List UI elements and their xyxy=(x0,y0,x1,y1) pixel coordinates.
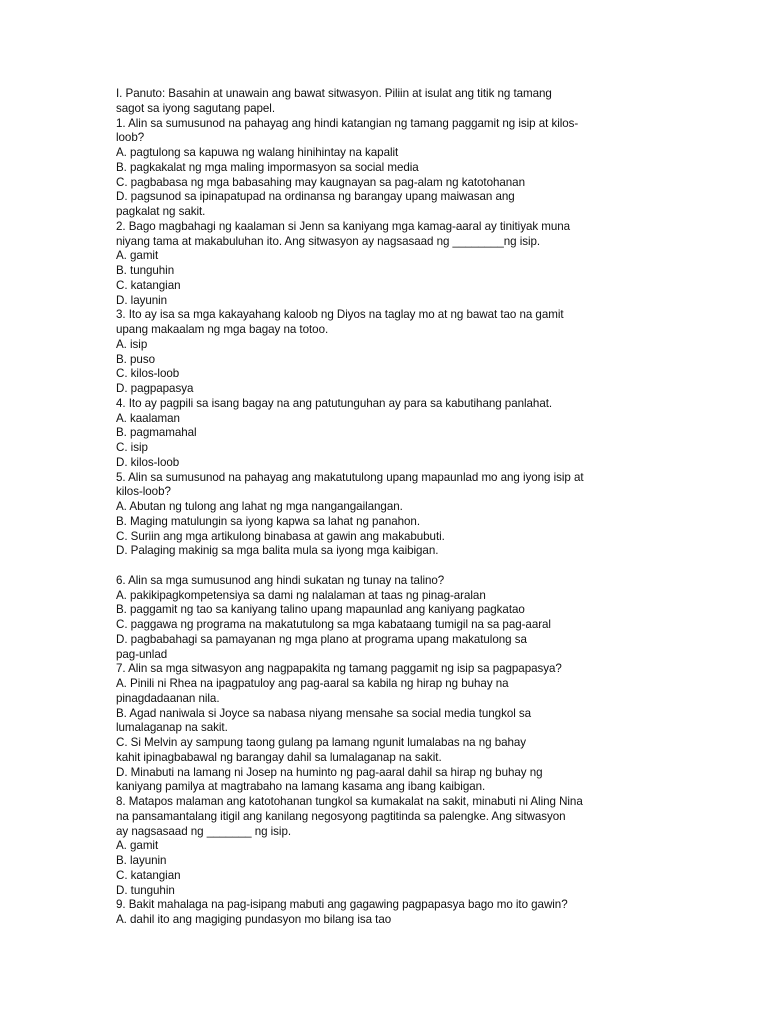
blank-line xyxy=(116,559,636,574)
text-line: D. tunguhin xyxy=(116,883,175,897)
text-line: lumalaganap na sakit. xyxy=(116,721,228,735)
text-line: C. pagbabasa ng mga babasahing may kaugnayan sa pag-alam ng katotohanan xyxy=(116,175,525,189)
text-line: B. Agad naniwala si Joyce sa nabasa niyang mensahe sa social media tungkol sa xyxy=(116,706,532,720)
text-line: A. gamit xyxy=(116,839,159,853)
text-line: 1. Alin sa sumusunod na pahayag ang hindi katangian ng tamang paggamit ng isip at kilos- xyxy=(116,116,579,130)
text-line: 2. Bago magbahagi ng kaalaman si Jenn sa kaniyang mga kamag-aaral ay tinitiyak muna xyxy=(116,219,571,233)
document-body xyxy=(116,87,636,928)
text-line: A. Abutan ng tulong ang lahat ng mga nangangailangan. xyxy=(116,500,403,513)
text-line: na pansamantalang itigil ang kanilang negosyong pagtitinda sa palengke. Ang sitwasyon xyxy=(116,809,566,823)
text-line: upang makaalam ng mga bagay na totoo. xyxy=(116,323,329,336)
text-line: kaniyang pamilya at magtrabaho na lamang kasama ang ibang kaibigan. xyxy=(116,780,486,794)
text-line: D. Minabuti na lamang ni Josep na huminto ng pag-aaral dahil sa hirap ng buhay ng xyxy=(116,765,543,779)
text-line: pagkalat ng sakit. xyxy=(116,205,206,218)
text-line: 8. Matapos malaman ang katotohanan tungkol sa kumakalat na sakit, minabuti ni Aling Nina xyxy=(116,795,583,808)
text-line: C. kilos-loob xyxy=(116,367,180,381)
text-line: D. Palaging makinig sa mga balita mula sa iyong mga kaibigan. xyxy=(116,544,439,558)
text-line: D. kilos-loob xyxy=(116,455,180,469)
text-line: C. Si Melvin ay sampung taong gulang pa lamang ngunit lumalabas na ng bahay xyxy=(116,736,527,749)
text-line: C. Suriin ang mga artikulong binabasa at gawin ang makabubuti. xyxy=(116,529,445,543)
text-line: 4. Ito ay pagpili sa isang bagay na ang patutunguhan ay para sa kabutihang panlahat. xyxy=(116,396,553,410)
text-line: B. layunin xyxy=(116,854,167,867)
text-line: D. layunin xyxy=(116,293,168,307)
text-line: niyang tama at makabuluhan ito. Ang sitwasyon ay nagsasaad ng ________ng isip. xyxy=(116,234,541,248)
text-line: loob? xyxy=(116,131,145,145)
text-line: I. Panuto: Basahin at unawain ang bawat sitwasyon. Piliin at isulat ang titik ng tamang xyxy=(116,87,552,100)
text-line: D. pagbabahagi sa pamayanan ng mga plano at programa upang makatulong sa xyxy=(116,632,527,646)
text-line: C. paggawa ng programa na makatutulong sa mga kabataang tumigil na sa pag-aaral xyxy=(116,618,551,631)
text-line: B. Maging matulungin sa iyong kapwa sa lahat ng panahon. xyxy=(116,514,420,528)
text-line: sagot sa iyong sagutang papel. xyxy=(116,101,276,115)
text-line: 9. Bakit mahalaga na pag-isipang mabuti ang gagawing pagpapasya bago mo ito gawin? xyxy=(116,898,568,912)
text-line: A. dahil ito ang magiging pundasyon mo bilang isa tao xyxy=(116,913,392,926)
text-line: 5. Alin sa sumusunod na pahayag ang makatutulong upang mapaunlad mo ang iyong isip at xyxy=(116,470,584,484)
text-line: B. puso xyxy=(116,352,155,366)
text-line: D. pagsunod sa ipinapatupad na ordinansa ng barangay upang maiwasan ang xyxy=(116,190,515,204)
text-line: pinagdadaanan nila. xyxy=(116,691,220,705)
text-line: kilos-loob? xyxy=(116,485,171,499)
text-line: pag-unlad xyxy=(116,647,168,661)
text-line: 3. Ito ay isa sa mga kakayahang kaloob ng Diyos na taglay mo at ng bawat tao na gamit xyxy=(116,308,564,322)
text-line: A. Pinili ni Rhea na ipagpatuloy ang pag-aaral sa kabila ng hirap ng buhay na xyxy=(116,677,509,690)
text-line: 6. Alin sa mga sumusunod ang hindi sukatan ng tunay na talino? xyxy=(116,573,445,587)
text-line: ay nagsasaad ng _______ ng isip. xyxy=(116,824,292,838)
text-line: kahit ipinagbabawal ng barangay dahil sa lumalaganap na sakit. xyxy=(116,750,442,764)
text-line: B. pagkakalat ng mga maling impormasyon sa social media xyxy=(116,160,419,174)
text-line: C. katangian xyxy=(116,868,181,882)
text-line: A. pagtulong sa kapuwa ng walang hinihintay na kapalit xyxy=(116,146,399,159)
text-line: C. isip xyxy=(116,441,148,454)
text-line: B. tunguhin xyxy=(116,264,175,277)
text-line: A. gamit xyxy=(116,249,159,263)
text-line: B. pagmamahal xyxy=(116,426,197,440)
text-line: A. isip xyxy=(116,337,148,351)
text-line: B. paggamit ng tao sa kaniyang talino upang mapaunlad ang kaniyang pagkatao xyxy=(116,603,525,617)
text-line: 7. Alin sa mga sitwasyon ang nagpapakita ng tamang paggamit ng isip sa pagpapasya? xyxy=(116,662,562,676)
text-line: D. pagpapasya xyxy=(116,382,194,395)
text-line: C. katangian xyxy=(116,278,181,292)
text-line: A. pakikipagkompetensiya sa dami ng nalalaman at taas ng pinag-aralan xyxy=(116,588,486,602)
text-line: A. kaalaman xyxy=(116,411,180,425)
